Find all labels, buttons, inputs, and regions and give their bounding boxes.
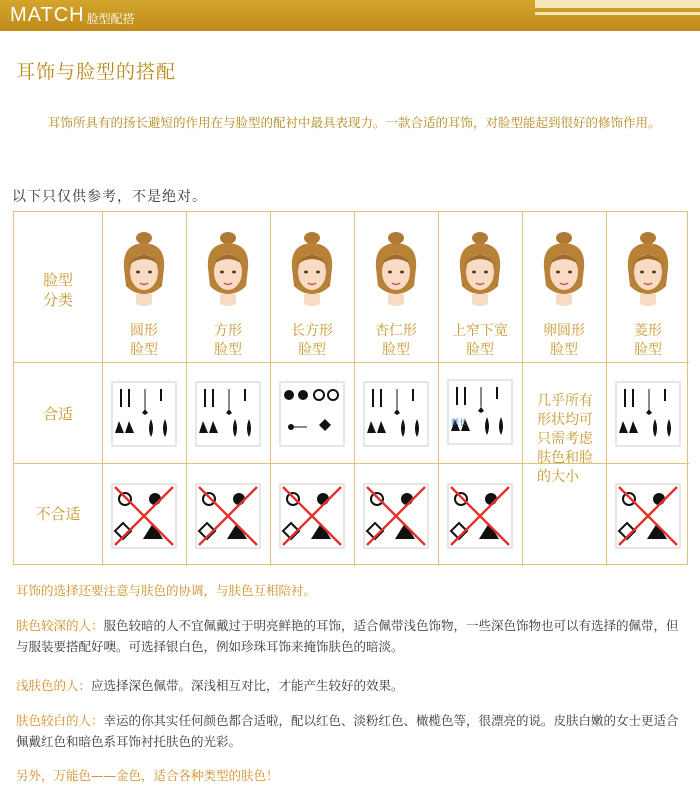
face-name-line1: 菱形 [634, 323, 662, 339]
earring-tag: 颊长 [451, 418, 467, 427]
face-name-line2: 脸型 [550, 342, 578, 358]
face-label [270, 322, 354, 360]
face-name-line2: 脸型 [382, 342, 410, 358]
earring-suitable-set [186, 362, 270, 466]
earring-suitable-set [606, 362, 690, 466]
page-title: 耳饰与脸型的搭配 [16, 61, 177, 83]
face-name-line1: 方形 [214, 323, 242, 339]
face-name-line1: 长方形 [291, 323, 333, 339]
face-illustration [354, 216, 438, 324]
face-name-line2: 脸型 [634, 342, 662, 358]
face-label [438, 322, 522, 360]
dark-skin-paragraph [16, 615, 688, 657]
face-illustration [186, 216, 270, 324]
light-skin-text: 应选择深色佩带。深浅相互对比，才能产生较好的效果。 [91, 678, 404, 693]
row-label-face-text: 脸型 分类 [42, 271, 73, 309]
face-name-line2: 脸型 [298, 342, 326, 358]
earring-suitable-set [102, 362, 186, 466]
face-name-line1: 杏仁形 [375, 323, 417, 339]
face-illustration [606, 216, 690, 324]
face-earring-table [13, 211, 688, 565]
row-label-unsuitable: 不合适 [35, 505, 81, 523]
oval-face-note: 几乎所有形状均可只需考虑肤色和脸的大小 [537, 393, 593, 485]
face-name-line1: 上窄下宽 [452, 323, 508, 339]
earring-unsuitable-set [438, 464, 522, 568]
earring-unsuitable-set [186, 464, 270, 568]
row-label-suitable: 合适 [42, 405, 73, 423]
white-skin-label: 肤色较白的人： [16, 713, 104, 728]
earring-unsuitable-set [102, 464, 186, 568]
earring-suitable-set [354, 362, 438, 466]
row-label-face-type [14, 270, 102, 310]
earring-unsuitable-set [606, 464, 690, 568]
face-name-line1: 卵圆形 [543, 323, 585, 339]
light-skin-paragraph [16, 675, 688, 696]
dark-skin-label: 肤色较深的人： [16, 618, 104, 633]
light-skin-label: 浅肤色的人： [16, 678, 92, 693]
face-name-line2: 脸型 [214, 342, 242, 358]
header-chinese-title: 脸型配搭 [86, 12, 135, 26]
face-illustration [102, 216, 186, 324]
face-label [354, 322, 438, 360]
earring-suitable-set [270, 362, 354, 466]
white-skin-paragraph [16, 710, 688, 752]
face-label [186, 322, 270, 360]
white-skin-text: 幸运的你其实任何颜色都合适啦，配以红色、淡粉红色、橄榄色等，很漂亮的说。皮肤白嫩的女士更适合佩戴红色和暗色系耳饰衬托肤色的光彩。 [16, 713, 679, 749]
face-name-line2: 脸型 [130, 342, 158, 358]
header-decoration [535, 0, 700, 8]
face-label [102, 322, 186, 360]
face-illustration [438, 216, 522, 324]
face-label [522, 322, 606, 360]
face-label [606, 322, 690, 360]
section-header [0, 0, 700, 31]
dark-skin-text: 服色较暗的人不宜佩戴过于明亮鲜艳的耳饰，适合佩带浅色饰物，一些深色饰物也可以有选择的佩带，但与服装要搭配好噢。可选择银白色，例如珍珠耳饰来掩饰肤色的暗淡。 [16, 618, 679, 654]
intro-paragraph: 耳饰所具有的扬长避短的作用在与脸型的配衬中最具表现力。一款合适的耳饰，对脸型能起到很好的修饰作用。 [48, 115, 661, 130]
face-illustration [270, 216, 354, 324]
face-illustration [522, 216, 606, 324]
face-name-line2: 脸型 [466, 342, 494, 358]
gold-note: 另外，万能色——金色，适合各种类型的肤色！ [16, 768, 279, 783]
reference-note: 以下只仅供参考，不是绝对。 [12, 189, 207, 205]
header-english-title: MATCH [10, 4, 85, 26]
earring-unsuitable-set [354, 464, 438, 568]
earring-suitable-set [438, 362, 522, 466]
header-decoration [535, 12, 700, 15]
face-name-line1: 圆形 [130, 323, 158, 339]
earring-unsuitable-set [270, 464, 354, 568]
skin-intro: 耳饰的选择还要注意与肤色的协调，与肤色互相陪衬。 [16, 583, 317, 598]
